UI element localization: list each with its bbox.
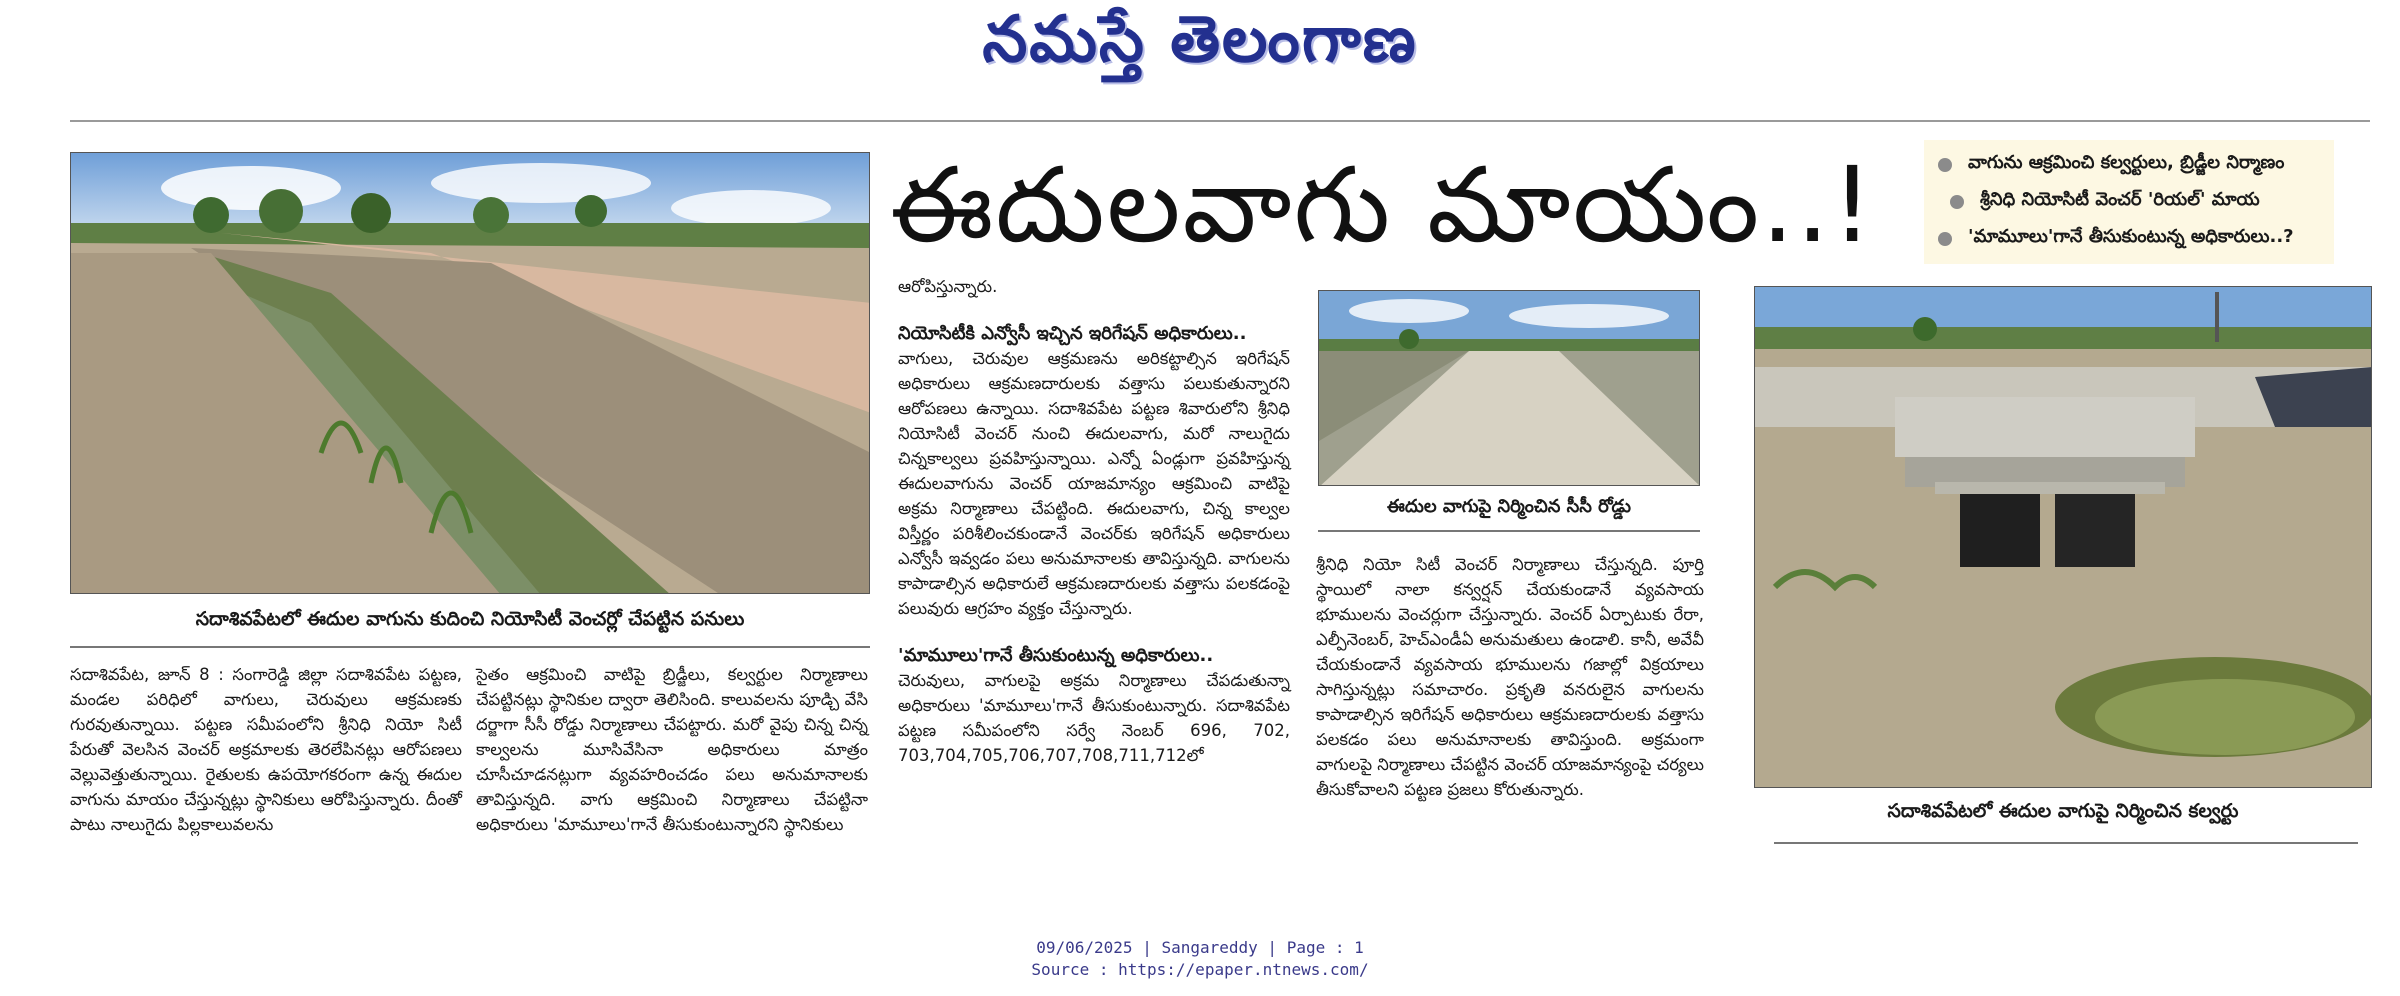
masthead-logo: నమస్తే తెలంగాణ [982,2,1418,77]
article-column-2 [476,662,868,837]
article-paragraph: ఆరోపిస్తున్నారు. [898,277,998,296]
article-column-1 [70,662,462,837]
article-column-3 [898,274,1290,768]
subheading: నియోసిటీకి ఎన్వోసీ ఇచ్చిన ఇరిగేషన్ అధికారులు.. [898,323,1247,344]
highlights-box [1924,140,2334,264]
article-paragraph: వాగులు, చెరువుల ఆక్రమణను అరికట్టాల్సిన ఇరిగేషన్ అధికారులు ఆక్రమణదారులకు వత్తాసు పలుకుతున్నారని ఆరోపణలు ఉన్నాయి. సదాశివపేట పట్టణ శివారులోని శ్రీనిధి నియోసిటీ వెంచర్ నుంచి ఈదులవాగు, మరో నాలుగైదు చిన్నకాల్వలు ప్రవహిస్తున్నాయి. ఎన్నో ఏండ్లుగా ప్రవహిస్తున్న ఈదులవాగును వెంచర్ యాజమాన్యం ఆక్రమించి వాటిపై అక్రమ నిర్మాణాలు చేపట్టింది. ఈదులవాగు, చిన్న కాల్వల విస్తీర్ణం పరిశీలించకుండానే వెంచర్‌కు ఇరిగేషన్ అధికారులు ఎన్వోసీ ఇవ్వడం పలు అనుమానాలకు తావిస్తున్నది. వాగులను కాపాడాల్సిన అధికారులే ఆక్రమణదారులకు వత్తాసు పలకడంపై పలువురు ఆగ్రహం వ్యక్తం చేస్తున్నారు. [898,349,1290,618]
caption-divider [70,646,870,648]
highlight-item: వాగును ఆక్రమించి కల్వర్టులు, బ్రిడ్జీల నిర్మాణం [1938,146,2326,183]
culvert-photo-caption: సదాశివపేటలో ఈదుల వాగుపై నిర్మించిన కల్వర్టు [1887,800,2239,822]
bullet-icon [1938,232,1952,246]
footer-date-line: 09/06/2025 | Sangareddy | Page : 1 [1036,938,1364,957]
headline: ఈదులవాగు మాయం..! [890,144,1875,266]
article-paragraph: శ్రీనిధి నియో సిటీ వెంచర్ నిర్మాణాలు చేస్తున్నది. పూర్తి స్థాయిలో నాలా కన్వర్షన్ చేయకుండానే వ్యవసాయ భూములను వెంచర్లుగా చేస్తున్నారు. వెంచర్ ఏర్పాటుకు రేరా, ఎల్పీనెంబర్, హెచ్ఎండీఏ అనుమతులు ఉండాలి. కానీ, అవేవీ చేయకుండానే వ్యవసాయ భూములను గజాల్లో విక్రయాలు సాగిస్తున్నట్లు సమాచారం. ప్రకృతి వనరులైన వాగులను కాపాడాల్సిన ఇరిగేషన్ అధికారులు ఆక్రమణదారులకు వత్తాసు పలకడం పలు అనుమానాలకు తావిస్తుంది. అక్రమంగా వాగులపై నిర్మాణాలు చేపట్టిన వెంచర్ యాజమాన్యంపై చర్యలు తీసుకోవాలని పట్టణ ప్రజలు కోరుతున్నారు. [1316,555,1704,799]
article-paragraph: సదాశివపేట, జూన్ 8 : సంగారెడ్డి జిల్లా సదాశివపేట పట్టణ, మండల పరిధిలో వాగులు, చెరువులు ఆక్రమణకు గురవుతున్నాయి. పట్టణ సమీపంలోని శ్రీనిధి నియో సిటీ పేరుతో వెలసిన వెంచర్ అక్రమాలకు తెరలేపినట్లు ఆరోపణలు వెల్లువెత్తుతున్నాయి. రైతులకు ఉపయోగకరంగా ఉన్న ఈదుల వాగును మాయం చేస్తున్నట్లు స్థానికులు ఆరోపిస్తున్నారు. దీంతో పాటు నాలుగైదు పిల్లకాలువలను [70,665,462,834]
road-photo-illustration [1319,291,1700,486]
footer-source-line: Source : https://epaper.ntnews.com/ [1031,960,1369,979]
road-photo [1318,290,1700,486]
canal-photo-illustration [71,153,870,594]
road-photo-caption: ఈదుల వాగుపై నిర్మించిన సీసీ రోడ్డు [1387,496,1631,517]
caption-divider [1774,842,2358,844]
bullet-icon [1938,158,1952,172]
article-column-4 [1316,552,1704,802]
highlight-item: 'మామూలు'గానే తీసుకుంటున్న అధికారులు..? [1938,220,2326,257]
article-paragraph: చెరువులు, వాగులపై అక్రమ నిర్మాణాలు చేపడుతున్నా అధికారులు 'మామూలు'గానే తీసుకుంటున్నారు. సదాశివపేట పట్టణ సమీపంలోని సర్వే నెంబర్ 696, 702, 703,704,705,706,707,708,711,712లో [898,671,1290,765]
culvert-photo-illustration [1755,287,2372,788]
caption-divider [1318,530,1700,532]
article-paragraph: సైతం ఆక్రమించి వాటిపై బ్రిడ్జీలు, కల్వర్టుల నిర్మాణాలు చేపట్టినట్లు స్థానికుల ద్వారా తెలిసింది. కాలువలను పూడ్చి వేసి దర్జాగా సీసీ రోడ్డు నిర్మాణాలు చేపట్టారు. మరో వైపు చిన్న చిన్న కాల్వలను మూసివేసినా అధికారులు మాత్రం చూసీచూడనట్లుగా వ్యవహరించడం పలు అనుమానాలకు తావిస్తున్నది. వాగు ఆక్రమించి నిర్మాణాలు చేపట్టినా అధికారులు 'మామూలు'గానే తీసుకుంటున్నారని స్థానికులు [476,665,868,834]
highlight-item: శ్రీనిధి నియోసిటీ వెంచర్ 'రియల్' మాయ [1950,183,2326,220]
main-photo-caption: సదాశివపేటలో ఈదుల వాగును కుదించి నియోసిటీ వెంచర్లో చేపట్టిన పనులు [195,608,745,630]
subheading: 'మామూలు'గానే తీసుకుంటున్న అధికారులు.. [898,645,1214,666]
main-photo-canal [70,152,870,594]
bullet-icon [1950,195,1964,209]
masthead-divider [70,120,2370,122]
culvert-photo [1754,286,2372,788]
